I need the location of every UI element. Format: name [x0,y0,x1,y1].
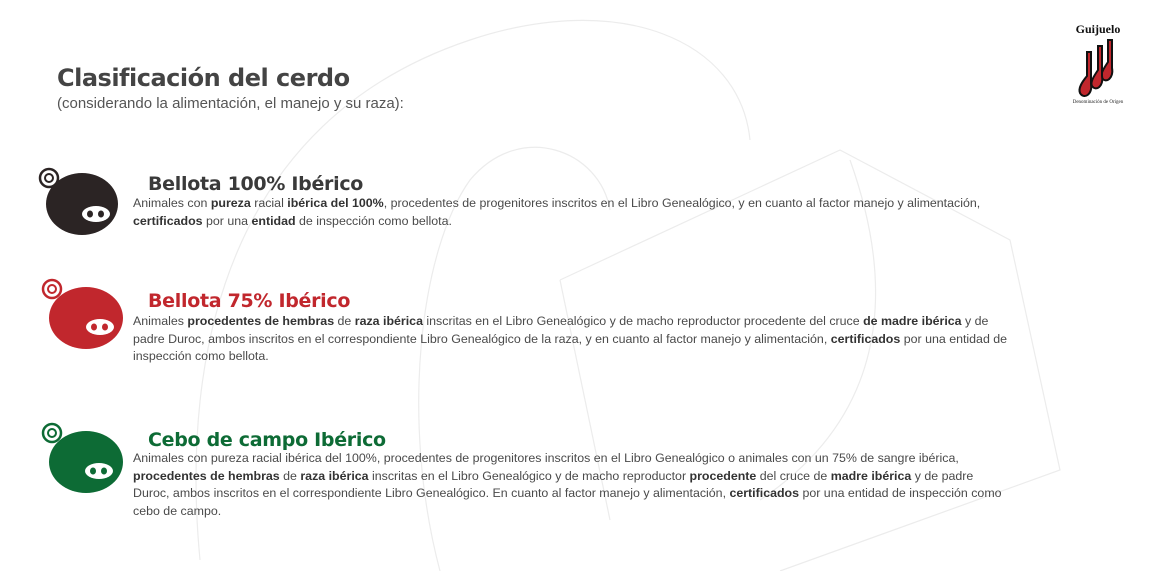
text-run: por una entidad de [900,331,1008,346]
section-title: Bellota 100% Ibérico [148,173,364,195]
bold-text: certificados [830,331,901,346]
text-run: inscritas en el Libro Genealógico y de macho reproductor [368,468,690,483]
text-run: por una [202,213,252,228]
logo-name: Guijuelo [1075,22,1121,36]
page-title: Clasificación del cerdo [57,64,350,92]
section-title: Bellota 75% Ibérico [148,290,351,312]
bold-text: certificados [133,213,203,228]
section-title: Cebo de campo Ibérico [148,429,386,451]
bold-text: procedentes de hembras [187,314,335,328]
text-run: inspección como bellota. [133,349,269,363]
bold-text: certificados [729,486,800,500]
text-run: Animales [133,314,188,328]
text-run: de inspección como bellota. [295,213,452,228]
text-run: Duroc, ambos inscritos en el correspondiente Libro Genealógico. En cuanto al factor manejo y alimentación, [133,486,730,500]
pig-face-icon [36,420,126,496]
section-description [133,313,1063,366]
bold-text: procedente [689,468,757,483]
text-run: de [279,468,301,483]
pig-face-icon [36,275,126,351]
text-run: por una entidad de inspección como [799,486,1002,500]
text-run: Animales con [133,196,211,210]
text-run: racial [250,196,288,210]
text-run: padre Duroc, ambos inscritos en el correspondiente Libro Genealógico de la raza, y en cuanto al factor manejo y alimentación, [133,331,831,346]
bold-text: raza ibérica [300,468,369,483]
logo-tagline: Denominación de Origen [1072,100,1124,105]
bold-text: procedentes de hembras [133,468,280,483]
text-run: y de [961,314,989,328]
text-run: cebo de campo. [133,503,222,518]
ham-icon [1074,38,1122,100]
text-run: , procedentes de progenitores inscritos en el Libro Genealógico, y en cuanto al factor manejo y alimentación, [383,196,981,210]
bold-text: pureza [210,196,251,210]
text-run: Animales con pureza racial ibérica del 100%, procedentes de progenitores inscritos en el Libro Genealógico o animales con un 75% de sangre ibérica, [133,451,959,465]
bold-text: raza ibérica [354,314,423,328]
text-run: inscritas en el Libro Genealógico y de macho reproductor procedente del cruce [422,314,864,328]
page-subtitle: (considerando la alimentación, el manejo y su raza): [57,95,404,112]
section-description [133,450,1063,520]
bold-text: entidad [251,213,296,228]
text-run: de [334,314,355,328]
bold-text: madre ibérica [830,468,912,483]
text-run: y de padre [911,468,974,483]
text-run: del cruce de [756,468,831,483]
guijuelo-logo [1068,22,1128,112]
bold-text: ibérica del 100% [287,196,384,210]
pig-face-icon [36,164,120,236]
section-description [133,195,1063,230]
bold-text: de madre ibérica [863,314,962,328]
